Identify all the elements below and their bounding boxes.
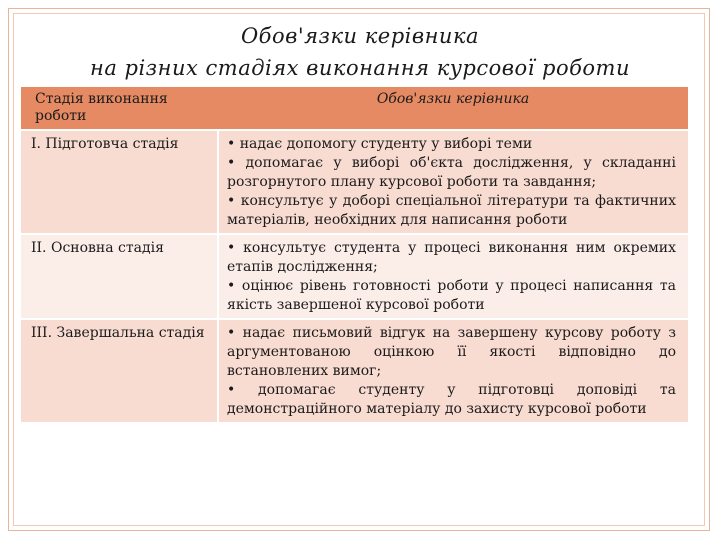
- title-line-1: Обов'язки керівника: [240, 24, 480, 48]
- title-line-2: на різних стадіях виконання курсової роботи: [90, 56, 630, 80]
- duty-item: • оцінює рівень готовності роботи у процесі написання та якість завершеної курсової роботи: [227, 278, 676, 313]
- header-duties: Обов'язки керівника: [218, 87, 688, 130]
- duty-item: • допомагає студенту у підготовці доповіді та демонстраційного матеріалу до захисту курсової роботи: [227, 382, 676, 417]
- page-title: [0, 20, 720, 84]
- duty-item: • надає допомогу студенту у виборі теми: [227, 136, 533, 152]
- duty-item: • допомагає у виборі об'єкта дослідження, у складанні розгорнутого плану курсової роботи та завдання;: [227, 155, 676, 190]
- duties-cell: [218, 130, 688, 234]
- duty-item: • консультує студента у процесі виконання ним окремих етапів дослідження;: [227, 240, 676, 275]
- table-row: [21, 319, 688, 423]
- duty-item: • надає письмовий відгук на завершену курсову роботу з аргументованою оцінкою її якості відповідно до встановлених вимог;: [227, 325, 676, 379]
- stage-cell: ІІ. Основна стадія: [21, 234, 218, 319]
- header-stage: Стадія виконання роботи: [21, 87, 218, 130]
- duties-cell: [218, 319, 688, 423]
- stage-cell: ІІІ. Завершальна стадія: [21, 319, 218, 423]
- table-header-row: [21, 87, 688, 130]
- duties-table: [21, 87, 688, 424]
- table-row: [21, 234, 688, 319]
- duty-item: • консультує у доборі спеціальної літератури та фактичних матеріалів, необхідних для написання роботи: [227, 193, 676, 228]
- stage-cell: І. Підготовча стадія: [21, 130, 218, 234]
- duties-cell: [218, 234, 688, 319]
- table-row: [21, 130, 688, 234]
